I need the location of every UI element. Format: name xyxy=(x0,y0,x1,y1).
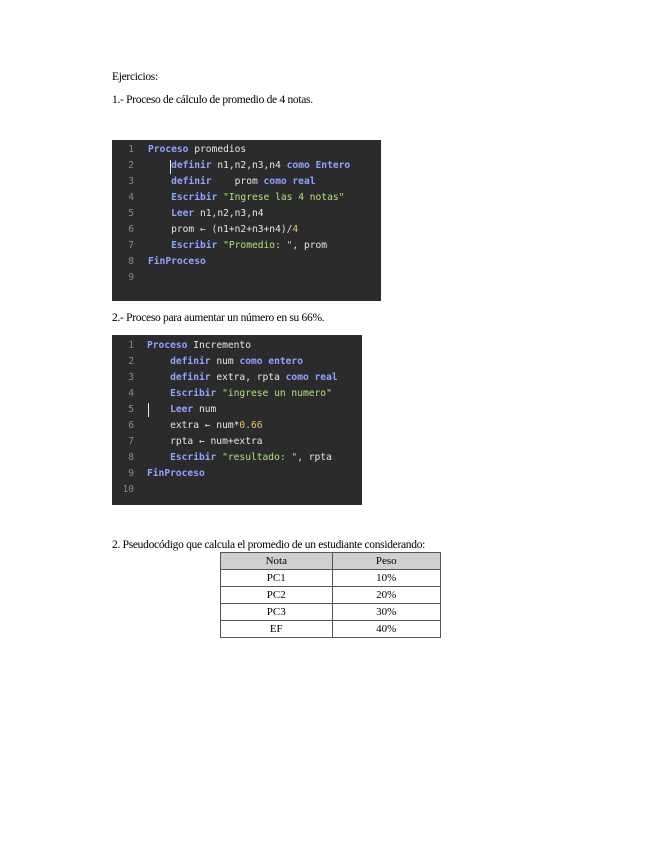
keyword-token: Escribir xyxy=(171,240,218,251)
code-text xyxy=(147,450,332,466)
code-token xyxy=(147,356,170,367)
column-header-peso: Peso xyxy=(332,553,440,570)
code-line xyxy=(112,434,362,450)
line-number: 10 xyxy=(122,484,134,495)
keyword-token: como entero xyxy=(239,356,303,367)
keyword-token: Proceso xyxy=(148,144,189,155)
table-header-row xyxy=(221,553,441,570)
table-row xyxy=(221,604,441,621)
code-token: Incremento xyxy=(187,340,251,351)
string-token: "ingrese un numero" xyxy=(216,388,332,399)
code-line xyxy=(112,450,362,466)
keyword-token: como real xyxy=(263,176,316,187)
exercise-3-title: 2. Pseudocódigo que calcula el promedio de un estudiante considerando: xyxy=(112,539,426,551)
cell-peso: 20% xyxy=(332,587,440,604)
code-text xyxy=(147,386,332,402)
keyword-token: definir xyxy=(171,160,212,171)
keyword-token: FinProceso xyxy=(147,468,205,479)
line-number: 1 xyxy=(128,340,134,351)
keyword-token: como real xyxy=(285,372,338,383)
code-text xyxy=(147,402,216,418)
code-line xyxy=(112,370,362,386)
code-token: promedios xyxy=(188,144,247,155)
code-token: , prom xyxy=(292,240,328,251)
cell-nota: PC1 xyxy=(221,570,333,587)
keyword-token: definir xyxy=(170,372,211,383)
code-line xyxy=(112,238,381,254)
code-text xyxy=(147,370,338,386)
code-token xyxy=(147,372,170,383)
line-number: 2 xyxy=(128,160,134,171)
code-token: extra ← num* xyxy=(147,420,240,431)
code-text xyxy=(147,434,263,450)
code-token: n1,n2,n3,n4 xyxy=(194,208,264,219)
keyword-token: Escribir xyxy=(170,452,217,463)
cell-peso: 30% xyxy=(332,604,440,621)
code-text xyxy=(148,158,350,174)
line-number: 6 xyxy=(128,420,134,431)
code-line xyxy=(112,158,381,174)
code-line xyxy=(112,386,362,402)
heading: Ejercicios: xyxy=(112,71,158,83)
cell-peso: 40% xyxy=(332,621,440,638)
code-text xyxy=(148,190,344,206)
line-number: 4 xyxy=(128,388,134,399)
code-line xyxy=(112,174,381,190)
keyword-token: Leer xyxy=(171,208,195,219)
code-token xyxy=(147,452,170,463)
cell-peso: 10% xyxy=(332,570,440,587)
keyword-token: Escribir xyxy=(171,192,218,203)
code-token: prom ← (n1+n2+n3+n4)/ xyxy=(148,224,293,235)
keyword-token: Proceso xyxy=(147,340,188,351)
line-number: 5 xyxy=(128,208,134,219)
code-text xyxy=(148,222,298,238)
code-token: num xyxy=(193,404,217,415)
string-token: "Promedio: " xyxy=(217,240,293,251)
line-number: 5 xyxy=(128,404,134,415)
text-cursor xyxy=(148,403,149,417)
code-line xyxy=(112,466,362,482)
code-line xyxy=(112,354,362,370)
text-cursor xyxy=(170,160,171,174)
code-line xyxy=(112,254,381,270)
keyword-token: como Entero xyxy=(286,160,351,171)
keyword-token: Escribir xyxy=(170,388,217,399)
code-token: , rpta xyxy=(297,452,332,463)
exercise-2-title: 2.- Proceso para aumentar un número en su 66%. xyxy=(112,312,325,324)
line-number: 4 xyxy=(128,192,134,203)
code-text xyxy=(147,466,205,482)
code-text xyxy=(148,206,264,222)
code-token: extra, rpta xyxy=(210,372,286,383)
code-token xyxy=(148,176,171,187)
string-token: "Ingrese las 4 notas" xyxy=(217,192,345,203)
string-token: "resultado: " xyxy=(216,452,298,463)
table-row xyxy=(221,621,441,638)
keyword-token: FinProceso xyxy=(148,256,206,267)
code-token: n1,n2,n3,n4 xyxy=(211,160,287,171)
table-row xyxy=(221,570,441,587)
code-token xyxy=(148,240,171,251)
code-block-incremento[interactable] xyxy=(112,335,362,505)
code-line xyxy=(112,190,381,206)
cell-nota: PC2 xyxy=(221,587,333,604)
code-line xyxy=(112,142,381,158)
cell-nota: PC3 xyxy=(221,604,333,621)
code-text xyxy=(147,418,263,434)
code-token xyxy=(148,160,171,171)
code-text xyxy=(148,238,327,254)
line-number: 2 xyxy=(128,356,134,367)
line-number: 9 xyxy=(128,468,134,479)
code-token: prom xyxy=(211,176,264,187)
line-number: 6 xyxy=(128,224,134,235)
code-text xyxy=(148,142,246,158)
number-token: 4 xyxy=(292,224,299,235)
line-number: 9 xyxy=(128,272,134,283)
line-number: 7 xyxy=(128,240,134,251)
code-line xyxy=(112,418,362,434)
table-row xyxy=(221,587,441,604)
exercise-1-title: 1.- Proceso de cálculo de promedio de 4 notas. xyxy=(112,94,313,106)
code-line xyxy=(112,206,381,222)
cell-nota: EF xyxy=(221,621,333,638)
code-text xyxy=(148,174,316,190)
code-token: rpta ← num+extra xyxy=(147,436,263,447)
code-token: num xyxy=(210,356,240,367)
line-number: 8 xyxy=(128,452,134,463)
keyword-token: Leer xyxy=(170,404,194,415)
code-block-promedios[interactable] xyxy=(112,140,381,301)
keyword-token: definir xyxy=(170,356,211,367)
grades-table xyxy=(220,552,441,638)
line-number: 7 xyxy=(128,436,134,447)
code-line xyxy=(112,222,381,238)
line-number: 8 xyxy=(128,256,134,267)
code-line xyxy=(112,270,381,286)
code-line xyxy=(112,338,362,354)
line-number: 3 xyxy=(128,176,134,187)
code-token xyxy=(148,192,171,203)
code-token xyxy=(147,404,170,415)
line-number: 3 xyxy=(128,372,134,383)
code-token xyxy=(147,388,170,399)
code-line xyxy=(112,482,362,498)
number-token: 0.66 xyxy=(239,420,263,431)
code-line xyxy=(112,402,362,418)
code-token xyxy=(148,208,171,219)
column-header-nota: Nota xyxy=(221,553,333,570)
code-text xyxy=(147,338,251,354)
code-text xyxy=(148,254,206,270)
keyword-token: definir xyxy=(171,176,212,187)
line-number: 1 xyxy=(128,144,134,155)
code-text xyxy=(147,354,303,370)
